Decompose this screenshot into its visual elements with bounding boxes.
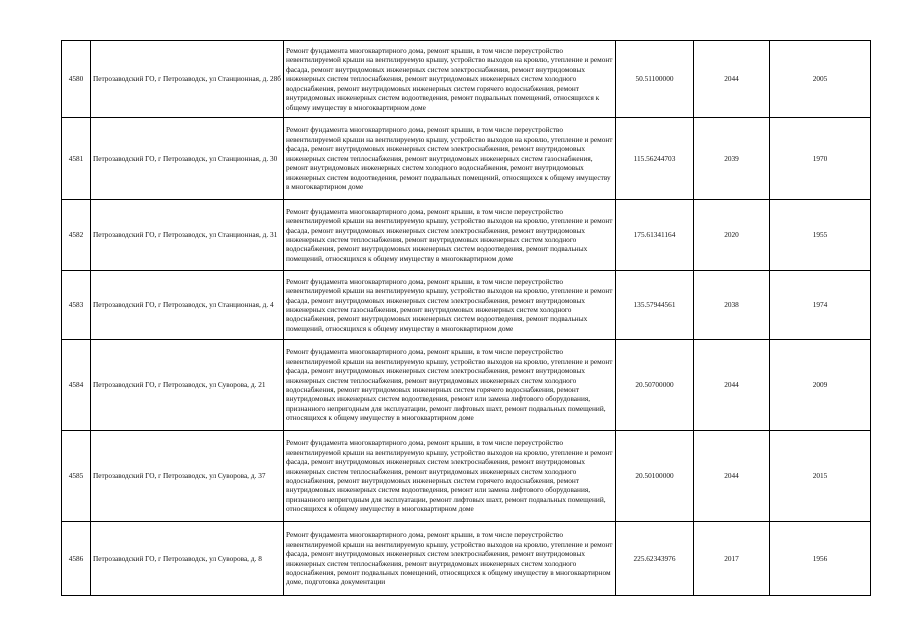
build-year-cell: 2009 bbox=[770, 340, 871, 431]
table-row bbox=[62, 271, 871, 340]
cost-cell: 20.50700000 bbox=[616, 340, 694, 431]
cost-cell: 20.50100000 bbox=[616, 431, 694, 522]
planned-year-cell: 2038 bbox=[694, 271, 770, 340]
cost-cell: 115.56244703 bbox=[616, 118, 694, 200]
works-cell: Ремонт фундамента многоквартирного дома, ремонт крыши, в том числе переустройство невентилируемой крыши на вентилируемую крышу, устройство выходов на кровлю, утепление и ремонт фасада, ремонт внутридомовых инженерных систем электроснабжения, ремонт внутридомовых инженерных систем теплоснабжения, ремонт внутридомовых инженерных систем холодного водоснабжения, ремонт внутридомовых инженерных систем горячего водоснабжения, ремонт внутридомовых инженерных систем водоотведения, ремонт или замена лифтового оборудования, признанного непригодным для эксплуатации, ремонт лифтовых шахт, ремонт подвальных помещений, относящихся к общему имуществу в многоквартирном доме bbox=[284, 340, 616, 431]
build-year-cell: 2015 bbox=[770, 431, 871, 522]
planned-year-cell: 2039 bbox=[694, 118, 770, 200]
planned-year-cell: 2044 bbox=[694, 431, 770, 522]
address-cell: Петрозаводский ГО, г Петрозаводск, ул Станционная, д. 4 bbox=[91, 271, 284, 340]
address-cell: Петрозаводский ГО, г Петрозаводск, ул Суворова, д. 8 bbox=[91, 522, 284, 596]
build-year-cell: 1956 bbox=[770, 522, 871, 596]
address-cell: Петрозаводский ГО, г Петрозаводск, ул Станционная, д. 31 bbox=[91, 200, 284, 271]
works-cell: Ремонт фундамента многоквартирного дома, ремонт крыши, в том числе переустройство невентилируемой крыши на вентилируемую крышу, устройство выходов на кровлю, утепление и ремонт фасада, ремонт внутридомовых инженерных систем электроснабжения, ремонт внутридомовых инженерных систем теплоснабжения, ремонт внутридомовых инженерных систем холодного водоснабжения, ремонт внутридомовых инженерных систем горячего водоснабжения, ремонт внутридомовых инженерных систем водоотведения, ремонт или замена лифтового оборудования, признанного непригодным для эксплуатации, ремонт лифтовых шахт, ремонт подвальных помещений, относящихся к общему имуществу в многоквартирном доме bbox=[284, 431, 616, 522]
table-row bbox=[62, 340, 871, 431]
build-year-cell: 1955 bbox=[770, 200, 871, 271]
row-number: 4581 bbox=[62, 118, 91, 200]
cost-cell: 135.57944561 bbox=[616, 271, 694, 340]
works-cell: Ремонт фундамента многоквартирного дома, ремонт крыши, в том числе переустройство невентилируемой крыши на вентилируемую крышу, устройство выходов на кровлю, утепление и ремонт фасада, ремонт внутридомовых инженерных систем электроснабжения, ремонт внутридомовых инженерных систем теплоснабжения, ремонт внутридомовых инженерных систем газоснабжения, ремонт внутридомовых инженерных систем холодного водоснабжения, ремонт внутридомовых инженерных систем водоотведения, ремонт подвальных помещений, относящихся к общему имуществу в многоквартирном доме bbox=[284, 118, 616, 200]
row-number: 4580 bbox=[62, 41, 91, 118]
table-row bbox=[62, 200, 871, 271]
address-cell: Петрозаводский ГО, г Петрозаводск, ул Суворова, д. 37 bbox=[91, 431, 284, 522]
table-row bbox=[62, 118, 871, 200]
address-cell: Петрозаводский ГО, г Петрозаводск, ул Станционная, д. 30 bbox=[91, 118, 284, 200]
address-cell: Петрозаводский ГО, г Петрозаводск, ул Станционная, д. 28б bbox=[91, 41, 284, 118]
table-row bbox=[62, 522, 871, 596]
row-number: 4582 bbox=[62, 200, 91, 271]
table-row bbox=[62, 431, 871, 522]
cost-cell: 225.62343976 bbox=[616, 522, 694, 596]
table-row bbox=[62, 41, 871, 118]
build-year-cell: 1974 bbox=[770, 271, 871, 340]
works-cell: Ремонт фундамента многоквартирного дома, ремонт крыши, в том числе переустройство невентилируемой крыши на вентилируемую крышу, устройство выходов на кровлю, утепление и ремонт фасада, ремонт внутридомовых инженерных систем электроснабжения, ремонт внутридомовых инженерных систем теплоснабжения, ремонт внутридомовых инженерных систем холодного водоснабжения, ремонт внутридомовых инженерных систем водоотведения, ремонт подвальных помещений, относящихся к общему имуществу в многоквартирном доме bbox=[284, 200, 616, 271]
repair-program-table bbox=[61, 40, 871, 596]
row-number: 4585 bbox=[62, 431, 91, 522]
planned-year-cell: 2017 bbox=[694, 522, 770, 596]
works-cell: Ремонт фундамента многоквартирного дома, ремонт крыши, в том числе переустройство невентилируемой крыши на вентилируемую крышу, устройство выходов на кровлю, утепление и ремонт фасада, ремонт внутридомовых инженерных систем электроснабжения, ремонт внутридомовых инженерных систем газоснабжения, ремонт внутридомовых инженерных систем холодного водоснабжения, ремонт внутридомовых инженерных систем водоотведения, ремонт подвальных помещений, относящихся к общему имуществу в многоквартирном доме bbox=[284, 271, 616, 340]
cost-cell: 175.61341164 bbox=[616, 200, 694, 271]
cost-cell: 50.51100000 bbox=[616, 41, 694, 118]
build-year-cell: 1970 bbox=[770, 118, 871, 200]
row-number: 4584 bbox=[62, 340, 91, 431]
build-year-cell: 2005 bbox=[770, 41, 871, 118]
works-cell: Ремонт фундамента многоквартирного дома, ремонт крыши, в том числе переустройство невентилируемой крыши на вентилируемую крышу, устройство выходов на кровлю, утепление и ремонт фасада, ремонт внутридомовых инженерных систем электроснабжения, ремонт внутридомовых инженерных систем теплоснабжения, ремонт внутридомовых инженерных систем холодного водоснабжения, ремонт внутридомовых инженерных систем горячего водоснабжения, ремонт внутридомовых инженерных систем водоотведения, ремонт подвальных помещений, относящихся к общему имуществу в многоквартирном доме bbox=[284, 41, 616, 118]
works-cell: Ремонт фундамента многоквартирного дома, ремонт крыши, в том числе переустройство невентилируемой крыши на вентилируемую крышу, устройство выходов на кровлю, утепление и ремонт фасада, ремонт внутридомовых инженерных систем электроснабжения, ремонт внутридомовых инженерных систем теплоснабжения, ремонт внутридомовых инженерных систем холодного водоснабжения, ремонт подвальных помещений, относящихся к общему имуществу в многоквартирном доме, подготовка документации bbox=[284, 522, 616, 596]
planned-year-cell: 2044 bbox=[694, 41, 770, 118]
planned-year-cell: 2020 bbox=[694, 200, 770, 271]
row-number: 4586 bbox=[62, 522, 91, 596]
planned-year-cell: 2044 bbox=[694, 340, 770, 431]
address-cell: Петрозаводский ГО, г Петрозаводск, ул Суворова, д. 21 bbox=[91, 340, 284, 431]
row-number: 4583 bbox=[62, 271, 91, 340]
